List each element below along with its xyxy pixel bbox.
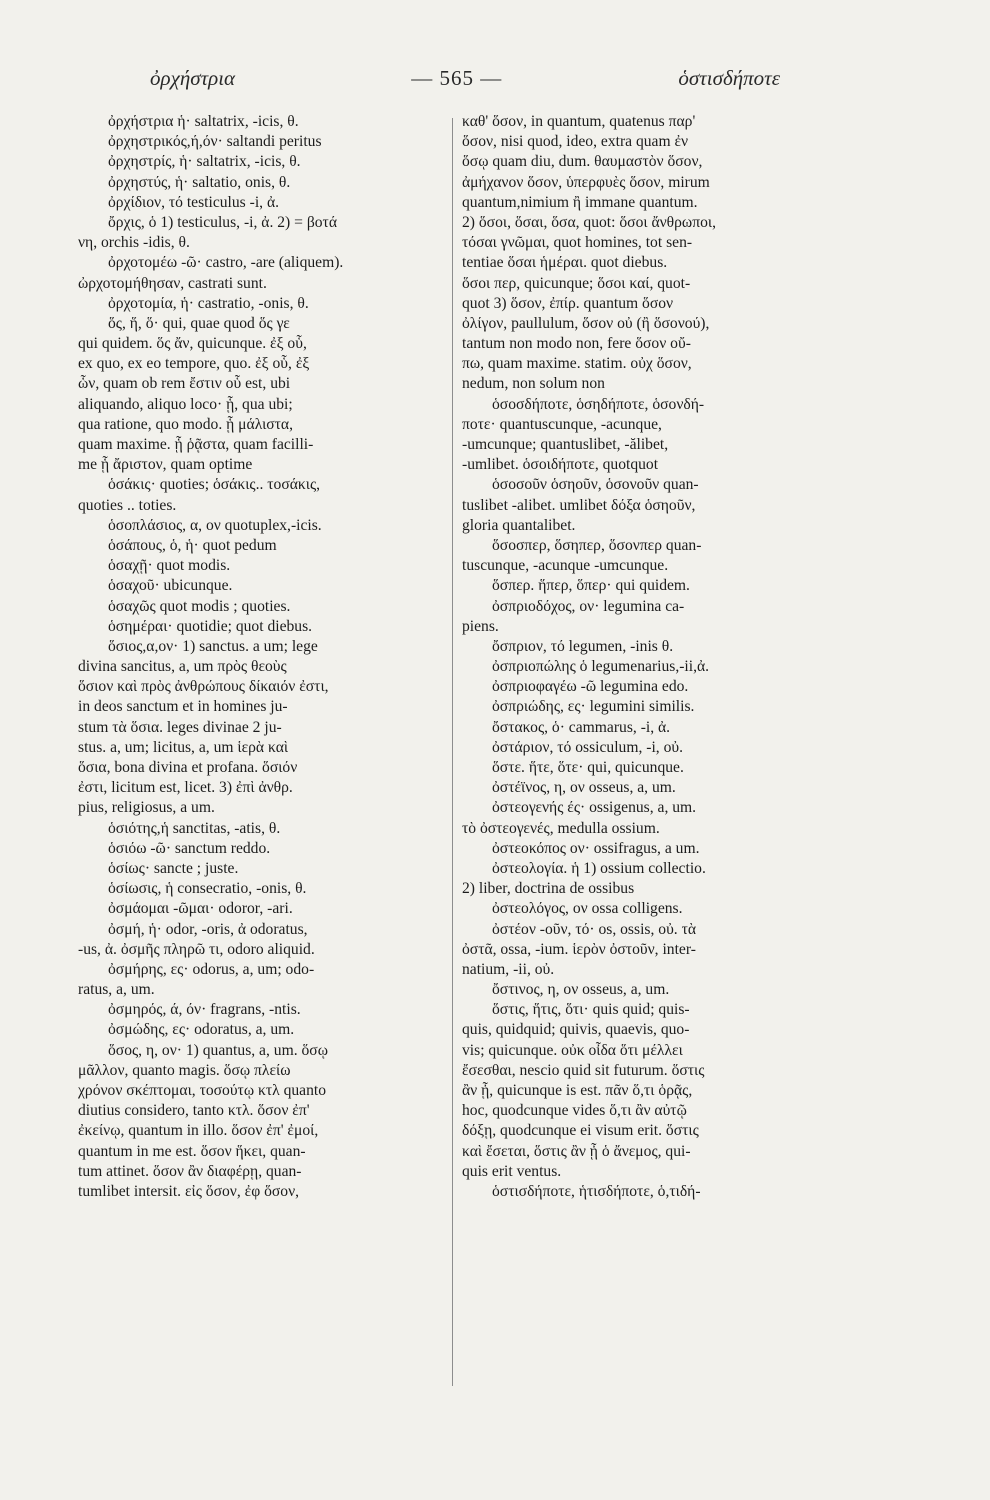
text-line: ὀσπριοφαγέω -ῶ legumina edo. bbox=[492, 678, 689, 696]
text-line: ὅσῳ quam diu, dum. θαυμαστὸν ὅσον, bbox=[462, 153, 703, 171]
text-line: ἂν ᾖ, quicunque is est. πᾶν ὅ,τι ὁρᾷς, bbox=[462, 1082, 693, 1099]
text-line: ὀρχηστρικός,ή,όν· saltandi peritus bbox=[108, 133, 322, 151]
text-line: ὀρχοτομία, ἡ· castratio, -onis, θ. bbox=[108, 294, 309, 312]
text-line: -us, ἀ. ὀσμῆς πληρῶ τι, odoro aliquid. bbox=[78, 940, 315, 958]
text-line: τόσαι γνῶμαι, quot homines, tot sen- bbox=[462, 234, 693, 252]
text-line: ὅσια, bona divina et profana. ὅσιόν bbox=[78, 759, 298, 776]
text-line: ὅς, ἥ, ὅ· qui, quae quod ὅς γε bbox=[108, 314, 290, 332]
text-line: ὀσμώδης, ες· odoratus, a, um. bbox=[108, 1021, 295, 1039]
text-line: ὄστακος, ὁ· cammarus, -i, ἀ. bbox=[492, 718, 671, 736]
text-line: nedum, non solum non bbox=[462, 375, 605, 393]
text-line: καθ' ὅσον, in quantum, quatenus παρ' bbox=[462, 113, 696, 130]
text-line: diutius considero, tanto κτλ. ὅσον ἐπ' bbox=[78, 1102, 310, 1120]
text-line: -umcunque; quantuslibet, -ălibet, bbox=[462, 436, 669, 453]
text-line: ὧν, quam ob rem ἔστιν οὗ est, ubi bbox=[78, 375, 291, 393]
text-line: ὀσπριώδης, ες· legumini similis. bbox=[492, 698, 695, 716]
text-line: vis; quicunque. οὐκ οἶδα ὅτι μέλλει bbox=[462, 1041, 683, 1059]
text-line: me ᾗ ἄριστον, quam optime bbox=[78, 456, 253, 474]
header-right-word: ὁστισδήποτε bbox=[678, 66, 780, 90]
text-line: ὁσάπους, ὁ, ἡ· quot pedum bbox=[108, 536, 277, 554]
text-line: ὁσαχῶς quot modis ; quoties. bbox=[108, 597, 291, 615]
text-line: quot 3) ὅσον, ἐπίρ. quantum ὅσον bbox=[462, 294, 674, 312]
text-line: ὁστισδήποτε, ἡτισδήποτε, ὁ,τιδή- bbox=[492, 1182, 701, 1200]
text-line: piens. bbox=[462, 617, 499, 635]
text-line: ὀρχοτομέω -ῶ· castro, -are (aliquem). bbox=[108, 254, 344, 272]
text-line: δόξῃ, quodcunque ei visum erit. ὅστις bbox=[462, 1122, 699, 1140]
text-line: καὶ ἔσεται, ὅστις ἂν ᾖ ὁ ἄνεμος, qui- bbox=[462, 1142, 691, 1160]
text-line: -umlibet. ὁσοιδήποτε, quotquot bbox=[462, 456, 659, 474]
text-line: stum τὰ ὅσια. leges divinae 2 ju- bbox=[78, 718, 282, 736]
text-line: ὅσιον καὶ πρὸς ἀνθρώπους δίκαιόν ἐστι, bbox=[78, 678, 329, 696]
text-line: tentiae ὅσαι ἡμέραι. quot diebus. bbox=[462, 254, 668, 272]
right-column bbox=[462, 112, 838, 1202]
text-line: tuslibet -alibet. umlibet δόξα ὁσηοῦν, bbox=[462, 496, 696, 514]
text-line: ὁσαχοῦ· ubicunque. bbox=[108, 577, 233, 595]
text-line: ὀστεολόγος, ον ossa colligens. bbox=[492, 900, 683, 918]
text-line: ὀστεογενής ές· ossigenus, a, um. bbox=[492, 799, 697, 817]
text-line: tum attinet. ὅσον ἂν διαφέρῃ, quan- bbox=[78, 1162, 302, 1180]
text-line: natium, -ii, οὐ. bbox=[462, 960, 555, 978]
text-line: ὁσημέραι· quotidie; quot diebus. bbox=[108, 617, 313, 635]
text-line: ἔσεσθαι, nescio quid sit futurum. ὅστις bbox=[462, 1061, 705, 1079]
text-line: ὁσάκις· quoties; ὁσάκις.. τοσάκις, bbox=[108, 476, 321, 494]
page-number: — 565 — bbox=[411, 66, 503, 90]
text-line: πω, quam maxime. statim. οὐχ ὅσον, bbox=[462, 355, 692, 373]
text-line: 2) liber, doctrina de ossibus bbox=[462, 880, 635, 898]
text-line: ὁσοπλάσιος, α, ον quotuplex,-icis. bbox=[108, 516, 322, 534]
text-line: ὄσπριον, τό legumen, -inis θ. bbox=[492, 637, 674, 655]
text-line: ποτε· quantuscunque, -acunque, bbox=[462, 415, 662, 433]
text-line: ὀστεοκόπος ον· ossifragus, a um. bbox=[492, 839, 700, 857]
text-line: τὸ ὀστεογενές, medulla ossium. bbox=[462, 819, 660, 837]
text-line: quis erit ventus. bbox=[462, 1162, 562, 1180]
text-line: ἀμήχανον ὅσον, ὑπερφυὲς ὅσον, mirum bbox=[462, 173, 710, 191]
text-line: χρόνον σκέπτομαι, τοσούτῳ κτλ quanto bbox=[78, 1082, 327, 1099]
text-line: ὀρχηστύς, ἡ· saltatio, onis, θ. bbox=[108, 173, 291, 191]
left-column bbox=[78, 112, 450, 1202]
text-line: qua ratione, quo modo. ᾗ μάλιστα, bbox=[78, 415, 294, 433]
text-line: tantum non modo non, fere ὅσον οὔ- bbox=[462, 335, 691, 353]
text-line: ὄρχις, ὁ 1) testiculus, -i, ἀ. 2) = βοτά bbox=[108, 213, 337, 231]
text-line: qui quidem. ὅς ἄν, quicunque. ἐξ οὗ, bbox=[78, 335, 307, 353]
text-line: quantum in me est. ὅσον ἥκει, quan- bbox=[78, 1142, 306, 1160]
text-line: ὀσμήρης, ες· odorus, a, um; odo- bbox=[108, 960, 315, 978]
text-line: ὀστέϊνος, η, ον osseus, a, um. bbox=[492, 779, 676, 797]
text-line: ex quo, ex eo tempore, quo. ἐξ οὗ, ἐξ bbox=[78, 355, 310, 373]
text-line: hoc, quodcunque vides ὅ,τι ἂν αὐτῷ bbox=[462, 1102, 687, 1120]
text-line: 2) ὅσοι, ὅσαι, ὅσα, quot: ὅσοι ἄνθρωποι, bbox=[462, 213, 716, 231]
text-line: quis, quidquid; quivis, quaevis, quo- bbox=[462, 1021, 690, 1039]
text-line: ὀστεολογία. ἡ 1) ossium collectio. bbox=[492, 859, 706, 877]
text-line: ὀσπριοδόχος, ον· legumina ca- bbox=[492, 597, 685, 615]
text-line: ὀσμή, ἡ· odor, -oris, ἀ odoratus, bbox=[108, 920, 308, 938]
text-line: ὅσπερ. ἥπερ, ὅπερ· qui quidem. bbox=[492, 577, 690, 595]
text-line: quoties .. toties. bbox=[78, 496, 177, 514]
text-line: ὅσος, η, ον· 1) quantus, a, um. ὅσῳ bbox=[108, 1041, 328, 1059]
text-line: pius, religiosus, a um. bbox=[78, 799, 215, 817]
text-line: divina sancitus, a, um πρὸς θεοὺς bbox=[78, 658, 287, 676]
text-line: ὀρχήστρια ἡ· saltatrix, -icis, θ. bbox=[108, 113, 299, 130]
text-line: ὁσίωσις, ἡ consecratio, -onis, θ. bbox=[108, 880, 307, 898]
page-header bbox=[150, 66, 780, 96]
text-line: ὅστε. ἥτε, ὅτε· qui, quicunque. bbox=[492, 759, 684, 776]
text-line: tuscunque, -acunque -umcunque. bbox=[462, 557, 669, 575]
text-line: ὅστις, ἥτις, ὅτι· quis quid; quis- bbox=[492, 1001, 690, 1019]
text-line: μᾶλλον, quanto magis. ὅσῳ πλείω bbox=[78, 1061, 291, 1079]
text-line: ἐκείνῳ, quantum in illo. ὅσον ἐπ' ἐμοί, bbox=[78, 1122, 319, 1140]
text-line: ὁσιόω -ῶ· sanctum reddo. bbox=[108, 839, 271, 857]
text-line: quantum,nimium ἢ immane quantum. bbox=[462, 193, 698, 211]
text-line: ὀστέον -οῦν, τό· os, ossis, οὐ. τὰ bbox=[492, 920, 697, 938]
text-line: ὁσιότης,ἡ sanctitas, -atis, θ. bbox=[108, 819, 281, 837]
text-line: ὁσίως· sancte ; juste. bbox=[108, 859, 239, 877]
text-line: νη, orchis -idis, θ. bbox=[78, 234, 190, 252]
text-line: ὀρχίδιον, τό testiculus -i, ἀ. bbox=[108, 193, 280, 211]
text-line: ὅσιος,α,ον· 1) sanctus. a um; lege bbox=[108, 637, 318, 655]
text-line: in deos sanctum et in homines ju- bbox=[78, 698, 288, 716]
text-line: aliquando, aliquo loco· ᾗ, qua ubi; bbox=[78, 395, 293, 413]
text-line: ἐστι, licitum est, licet. 3) ἐπὶ ἀνθρ. bbox=[78, 779, 293, 797]
text-line: ὀσμάομαι -ῶμαι· odoror, -ari. bbox=[108, 900, 293, 918]
text-line: ὀρχηστρίς, ἡ· saltatrix, -icis, θ. bbox=[108, 153, 301, 171]
text-line: ὀσμηρός, ά, όν· fragrans, -ntis. bbox=[108, 1001, 301, 1019]
text-line: ὁσαχῇ· quot modis. bbox=[108, 557, 231, 575]
text-line: ὁσοσοῦν ὁσηοῦν, ὁσονοῦν quan- bbox=[492, 476, 699, 494]
text-line: ὅσον, nisi quod, ideo, extra quam ἐν bbox=[462, 133, 689, 151]
text-line: gloria quantalibet. bbox=[462, 516, 576, 534]
header-left-word: ὀρχήστρια bbox=[150, 66, 236, 90]
text-line: quam maxime. ᾗ ῥᾷστα, quam facilli- bbox=[78, 436, 314, 453]
text-line: ὀστάριον, τό ossiculum, -i, οὐ. bbox=[492, 738, 684, 756]
text-line: ὠρχοτομήθησαν, castrati sunt. bbox=[78, 274, 267, 292]
text-line: ὅσοσπερ, ὅσηπερ, ὅσονπερ quan- bbox=[492, 536, 702, 554]
text-line: ὁσοσδήποτε, ὁσηδήποτε, ὁσονδή- bbox=[492, 395, 705, 413]
text-line: ὀσπριοπώλης ὁ legumenarius,-ii,ἀ. bbox=[492, 658, 710, 676]
text-line: tumlibet intersit. εἰς ὅσον, ἐφ ὅσον, bbox=[78, 1182, 300, 1200]
text-line: ratus, a, um. bbox=[78, 981, 155, 999]
text-line: ὀλίγον, paullulum, ὅσον οὐ (ἢ ὅσονού), bbox=[462, 314, 710, 332]
text-line: ὄστινος, η, ον osseus, a, um. bbox=[492, 981, 670, 999]
text-line: ὅσοι περ, quicunque; ὅσοι καί, quot- bbox=[462, 274, 691, 292]
text-line: stus. a, um; licitus, a, um ἱερὰ καὶ bbox=[78, 738, 289, 756]
text-line: ὀστᾶ, ossa, -ium. ἱερὸν ὀστοῦν, inter- bbox=[462, 940, 696, 958]
column-divider bbox=[452, 118, 453, 1386]
